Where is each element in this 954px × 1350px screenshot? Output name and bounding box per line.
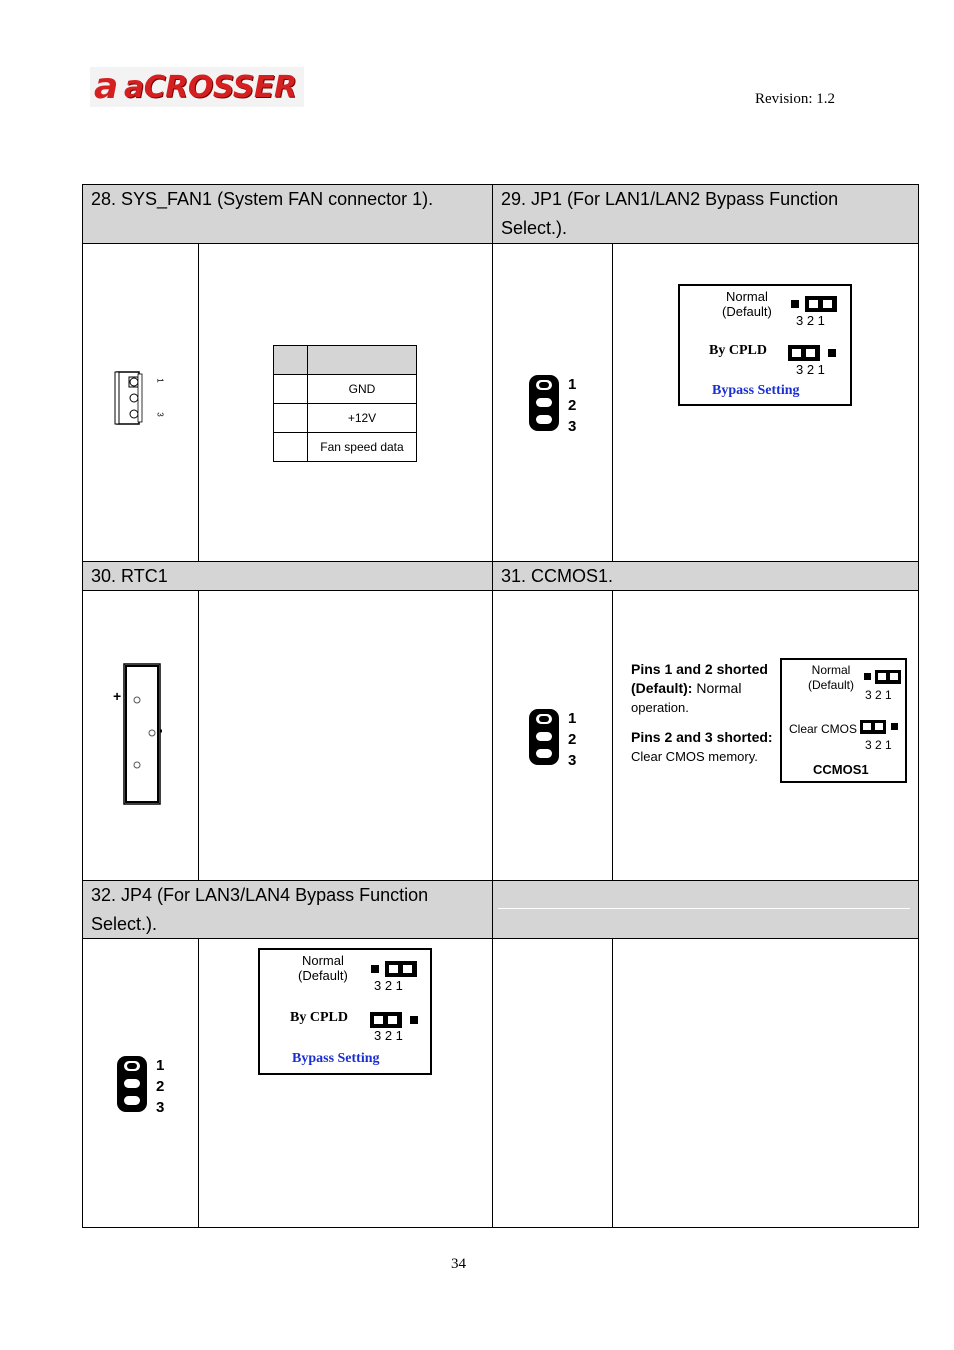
- table-header-row: [274, 346, 417, 375]
- table-cell: Fan speed data: [308, 433, 417, 462]
- section-title-line: Select.).: [501, 218, 568, 238]
- pin-label: 3: [568, 752, 577, 769]
- grid-line: [918, 184, 919, 1228]
- fan-pin3-label: 3: [155, 412, 165, 417]
- normal-label: Normal: [301, 953, 344, 968]
- jp1-jumper-diagram: [528, 374, 562, 434]
- table-header-cell: [274, 346, 308, 375]
- normal-label: Normal: [725, 289, 768, 304]
- section-title-line: 32. JP4 (For LAN3/LAN4 Bypass Function: [91, 885, 429, 905]
- ccmos-normal-text: Normal: [692, 680, 742, 696]
- pin-label: 2: [156, 1078, 165, 1095]
- grid-line: [82, 184, 83, 1228]
- logo-mark: a: [94, 66, 119, 107]
- pin-numbers-label: 3 2 1: [374, 978, 403, 993]
- pin-label: 2: [568, 397, 577, 414]
- by-cpld-label: By CPLD: [290, 1010, 348, 1025]
- table-cell: [274, 375, 308, 404]
- table-cell: [274, 404, 308, 433]
- ccmos1-caption: CCMOS1: [813, 762, 869, 777]
- bypass-setting-caption: Bypass Setting: [292, 1051, 380, 1066]
- grid-line: [82, 1227, 919, 1228]
- fan-pin1-label: 1: [155, 378, 165, 383]
- jumper-cpld-icon: [370, 1012, 422, 1028]
- grid-line: [612, 938, 613, 1228]
- pin-numbers-label: 3 2 1: [865, 688, 892, 702]
- pin-numbers-label: 3 2 1: [796, 362, 825, 377]
- table-row: [274, 433, 417, 462]
- jumper-normal-icon: [788, 296, 840, 312]
- revision-label: Revision: 1.2: [755, 91, 836, 107]
- clear-cmos-label: Clear CMOS: [789, 722, 858, 736]
- rtc-minus-label: -: [155, 729, 169, 733]
- normal-label: Normal: [811, 663, 851, 677]
- jumper-cpld-icon: [788, 345, 840, 361]
- section-title-jp1: [501, 185, 838, 243]
- ccmos-desc-line: Pins 1 and 2 shorted: [631, 661, 768, 677]
- grid-line: [82, 243, 919, 244]
- table-row: [274, 375, 417, 404]
- default-label: (Default): [808, 678, 855, 692]
- pin-label: 1: [568, 376, 577, 393]
- ccmos-jumper-diagram: [528, 708, 562, 768]
- pin-label: 2: [568, 731, 577, 748]
- pin-numbers-label: 3 2 1: [796, 313, 825, 328]
- section-title-line: 28. SYS_FAN1 (System FAN connector 1).: [91, 189, 434, 209]
- section-title-rtc1: [91, 562, 168, 591]
- pin-label: 1: [568, 710, 577, 727]
- page-number: 34: [451, 1256, 466, 1272]
- jumper-normal-icon: [368, 961, 420, 977]
- ccmos-desc-line: operation.: [631, 700, 689, 715]
- empty-header-line: [498, 908, 910, 909]
- section-title-sys-fan1: [91, 185, 433, 214]
- ccmos-default-text: (Default):: [631, 680, 693, 696]
- grid-line: [612, 243, 613, 561]
- jp4-bypass-setting-figure: [258, 948, 432, 1075]
- jp1-pin-labels: [568, 374, 576, 437]
- rtc-plus-label: +: [113, 688, 122, 704]
- ccmos-desc-line: Pins 2 and 3 shorted:: [631, 729, 773, 745]
- section-title-line: Select.).: [91, 914, 158, 934]
- normal-default-label: [722, 289, 772, 319]
- table-cell: +12V: [308, 404, 417, 433]
- ccmos-jumper-normal-icon: [862, 670, 902, 684]
- section-title-line: 30. RTC1: [91, 566, 168, 586]
- default-label: (Default): [722, 304, 772, 319]
- table-cell: GND: [308, 375, 417, 404]
- rtc-connector-diagram: [112, 660, 172, 810]
- pin-numbers-label: 3 2 1: [374, 1028, 403, 1043]
- pin-label: 3: [568, 418, 577, 435]
- default-label: (Default): [298, 968, 348, 983]
- ccmos1-setting-figure: [780, 658, 907, 783]
- logo-text: aCROSSER: [124, 70, 297, 105]
- table-header-cell: [308, 346, 417, 375]
- grid-line: [492, 184, 493, 1228]
- section-title-ccmos1: [501, 562, 613, 591]
- pin-numbers-label: 3 2 1: [865, 738, 892, 752]
- ccmos-pin-labels: [568, 708, 576, 771]
- jp4-pin-labels: [156, 1055, 164, 1118]
- table-cell: [274, 433, 308, 462]
- normal-default-label: [298, 953, 348, 983]
- ccmos-jumper-clear-icon: [860, 720, 900, 734]
- grid-line: [612, 590, 613, 880]
- by-cpld-label: By CPLD: [709, 343, 767, 358]
- bypass-setting-caption: Bypass Setting: [712, 383, 800, 398]
- grid-line: [198, 590, 199, 880]
- company-logo: [90, 67, 304, 107]
- jp1-bypass-setting-figure: [678, 284, 852, 406]
- grid-line: [198, 938, 199, 1228]
- section-title-line: 31. CCMOS1.: [501, 566, 614, 586]
- section-title-jp4: [91, 881, 428, 939]
- ccmos-description: [631, 660, 773, 766]
- ccmos-desc-line: [631, 679, 773, 698]
- pin-label: 3: [156, 1099, 165, 1116]
- pin-label: 1: [156, 1057, 165, 1074]
- ccmos-desc-line: Clear CMOS memory.: [631, 749, 758, 764]
- ccmos-normal-default: [808, 663, 854, 693]
- grid-line: [198, 243, 199, 561]
- fan-pin-table: [273, 345, 417, 462]
- table-row: [274, 404, 417, 433]
- section-title-line: 29. JP1 (For LAN1/LAN2 Bypass Function: [501, 189, 839, 209]
- jp4-jumper-diagram: [116, 1055, 150, 1115]
- fan-connector-diagram: [112, 368, 172, 428]
